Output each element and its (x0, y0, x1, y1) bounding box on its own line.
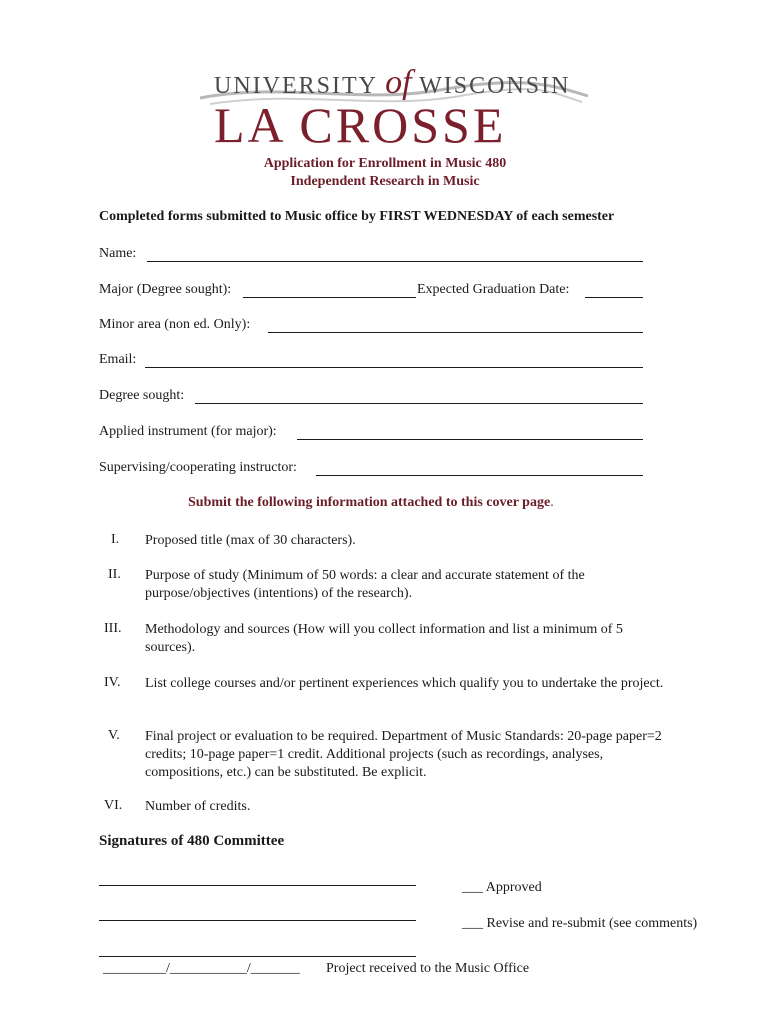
signature-line-1[interactable] (99, 884, 416, 886)
item-number: II. (108, 567, 121, 582)
name-label: Name: (99, 246, 137, 261)
item-text: Purpose of study (Minimum of 50 words: a clear and accurate statement of the purpose/objectives (intentions) of the research). (145, 568, 585, 601)
instructor-field[interactable] (316, 474, 643, 476)
grad-date-label: Expected Graduation Date: (417, 282, 570, 297)
item-text: Final project or evaluation to be required. Department of Music Standards: 20-page paper=2 credits; 10-page paper=1 credit. Additional projects (such as recordings, analyses, compositions, etc.) can be substituted. Be explicit. (145, 729, 662, 780)
major-label: Major (Degree sought): (99, 282, 232, 297)
received-label: Project received to the Music Office (326, 961, 530, 976)
email-label: Email: (99, 352, 137, 367)
logo-word-university: UNIVERSITY (214, 73, 378, 99)
approved-option[interactable]: ___ Approved (462, 880, 542, 895)
minor-label: Minor area (non ed. Only): (99, 317, 251, 332)
revise-option[interactable]: ___ Revise and re-submit (see comments) (462, 916, 698, 931)
item-number: III. (104, 621, 122, 636)
signature-line-3[interactable] (99, 955, 416, 957)
item-text: List college courses and/or pertinent experiences which qualify you to undertake the project. (145, 676, 664, 691)
deadline-note: Completed forms submitted to Music office by FIRST WEDNESDAY of each semester (99, 209, 615, 224)
logo-word-of: of (385, 64, 412, 101)
logo-la-crosse-text: LA CROSSE (214, 97, 507, 153)
item-number: V. (108, 728, 120, 743)
item-number: I. (111, 532, 120, 547)
received-date-field[interactable]: _________/___________/_______ (103, 961, 300, 976)
minor-field[interactable] (268, 331, 643, 333)
grad-date-field[interactable] (585, 296, 643, 298)
logo-word-wisconsin: WISCONSIN (419, 73, 571, 99)
item-text: Methodology and sources (How will you collect information and list a minimum of 5 sources). (145, 622, 623, 655)
degree-field[interactable] (195, 402, 643, 404)
item-text: Proposed title (max of 30 characters). (145, 533, 356, 548)
signatures-heading: Signatures of 480 Committee (99, 833, 285, 849)
submit-heading-text: Submit the following information attached to this cover page (188, 495, 551, 510)
university-logo (190, 60, 590, 153)
form-title: Application for Enrollment in Music 480 (263, 156, 507, 171)
item-text: Number of credits. (145, 799, 251, 814)
degree-label: Degree sought: (99, 388, 185, 403)
form-subtitle: Independent Research in Music (290, 174, 480, 189)
email-field[interactable] (145, 366, 643, 368)
name-field[interactable] (147, 260, 643, 262)
submit-heading-period: . (550, 495, 554, 510)
instrument-label: Applied instrument (for major): (99, 424, 277, 439)
item-number: VI. (104, 798, 123, 813)
submit-heading (188, 495, 554, 511)
item-number: IV. (104, 675, 121, 690)
instructor-label: Supervising/cooperating instructor: (99, 460, 297, 475)
instrument-field[interactable] (297, 438, 643, 440)
signature-line-2[interactable] (99, 919, 416, 921)
major-field[interactable] (243, 296, 416, 298)
